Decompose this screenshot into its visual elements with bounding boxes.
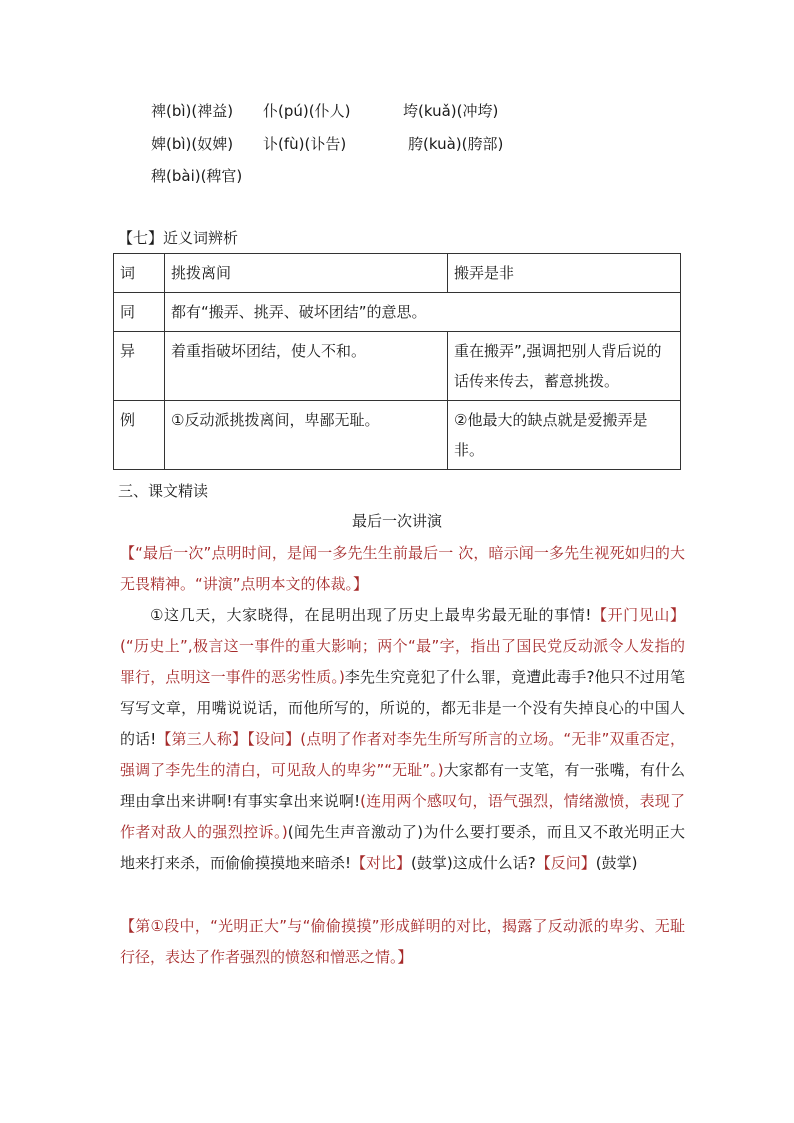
annotation: 【反问】 <box>535 854 596 872</box>
table-cell: 重在搬弄”,强调把别人背后说的话传来传去，蓄意挑拨。 <box>448 332 681 401</box>
vocab-item: 婢(bì)(奴婢) <box>151 135 234 153</box>
annotation: 【开门见山】 <box>591 606 685 624</box>
sentence: 李先生究竟犯了什么罪，竟遭此毒手?他只不过用笔写写文章，用嘴说说话，而他所写的，所说的，都无非是一个没有失掉良心的中国人的话! <box>120 668 685 748</box>
table-row <box>114 332 681 401</box>
table-cell: 例 <box>114 401 165 470</box>
annotation: (连用两个感叹句，语气强烈，情绪激愤，表现了作者对敌人的强烈控诉。) <box>120 792 685 841</box>
table-cell: 都有“搬弄、挑弄、破坏团结”的意思。 <box>165 293 681 332</box>
table-cell: 挑拨离间 <box>165 254 448 293</box>
sentence: (鼓掌)这成什么话? <box>411 854 536 872</box>
annotation: 【第三人称】【设问】 <box>156 730 301 748</box>
vocab-item: 稗(bài)(稗官) <box>151 167 243 185</box>
table-row <box>114 401 681 470</box>
table-row <box>114 293 681 332</box>
annotation: (点明了作者对李先生所写所言的立场。“无非”双重否定，强调了李先生的清白，可见敌人的卑劣”“无耻”。) <box>120 730 685 779</box>
vocab-item: 禆(bì)(禆益) <box>151 102 234 120</box>
table-cell: 词 <box>114 254 165 293</box>
annotation: 【对比】 <box>351 854 412 872</box>
intro-note: 【“最后一次”点明时间，是闻一多先生生前最后一 次，暗示闻一多先生视死如归的大无畏精神。“讲演”点明本文的体裁。】 <box>120 544 685 593</box>
section-heading: 【七】近义词辨析 <box>118 229 239 247</box>
table-cell: ①反动派挑拨离间，卑鄙无耻。 <box>165 401 448 470</box>
sentence: ①这几天，大家晓得，在昆明出现了历史上最卑劣最无耻的事情! <box>150 606 592 624</box>
sentence: (闻先生声音激动了)为什么要打要杀，而且又不敢光明正大地来打来杀，而偷偷摸摸地来暗杀! <box>120 823 685 872</box>
synonym-table <box>113 253 681 470</box>
table-cell: 搬弄是非 <box>448 254 681 293</box>
vocab-item: 垮(kuǎ)(冲垮) <box>403 102 499 120</box>
annotation: (“历史上”,极言这一事件的重大影响；两个“最”字，指出了国民党反动派令人发指的罪行，点明这一事件的恶劣性质。) <box>120 637 685 686</box>
vocab-item: 仆(pú)(仆人) <box>263 102 351 120</box>
sentence: 大家都有一支笔，有一张嘴，有什么理由拿出来讲啊!有事实拿出来说啊! <box>120 761 685 810</box>
sentence: (鼓掌) <box>595 854 638 872</box>
table-cell: 同 <box>114 293 165 332</box>
paragraph-1 <box>120 600 685 879</box>
vocab-item: 讣(fù)(讣告) <box>263 135 347 153</box>
paragraph-1-note: 【第①段中，“光明正大”与“偷偷摸摸”形成鲜明的对比，揭露了反动派的卑劣、无耻行径，表达了作者强烈的愤怒和憎恶之情。】 <box>120 917 685 966</box>
section-heading: 三、课文精读 <box>118 482 209 500</box>
text-title: 最后一次讲演 <box>351 512 442 530</box>
table-row <box>114 254 681 293</box>
table-cell: ②他最大的缺点就是爱搬弄是非。 <box>448 401 681 470</box>
table-cell: 异 <box>114 332 165 401</box>
table-cell: 着重指破坏团结，使人不和。 <box>165 332 448 401</box>
vocab-item: 胯(kuà)(胯部) <box>408 135 504 153</box>
